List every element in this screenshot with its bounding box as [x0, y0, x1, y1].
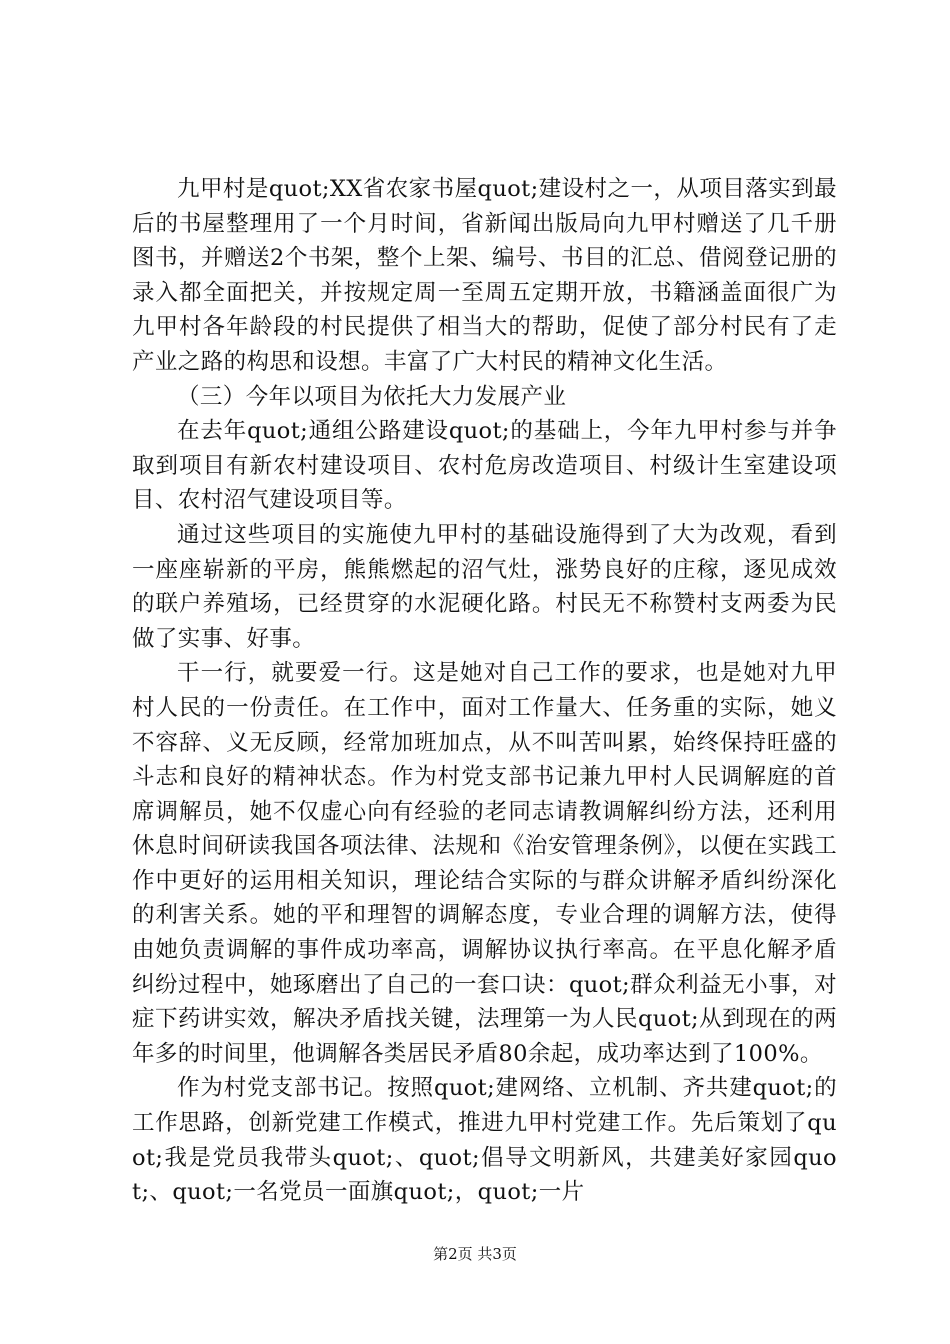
document-body	[132, 172, 837, 1210]
paragraph-party-building: 作为村党支部书记。按照quot;建网络、立机制、齐共建quot;的工作思路，创新党建工作模式，推进九甲村党建工作。先后策划了quot;我是党员我带头quot;、quot;倡导文明新风，共建美好家园quot;、quot;一名党员一面旗quot;，quot;一片	[132, 1075, 837, 1206]
paragraph-mediation: 干一行，就要爱一行。这是她对自己工作的要求，也是她对九甲村人民的一份责任。在工作中，面对工作量大、任务重的实际，她义不容辞、义无反顾，经常加班加点，从不叫苦叫累，始终保持旺盛的斗志和良好的精神状态。作为村党支部书记兼九甲村人民调解庭的首席调解员，她不仅虚心向有经验的老同志请教调解纠纷方法，还利用休息时间研读我国各项法律、法规和《治安管理条例》，以便在实践工作中更好的运用相关知识，理论结合实际的与群众讲解矛盾纠纷深化的利害关系。她的平和理智的调解态度，专业合理的调解方法，使得由她负责调解的事件成功率高，调解协议执行率高。在平息化解矛盾纠纷过程中，她琢磨出了自己的一套口诀：quot;群众利益无小事，对症下药讲实效，解决矛盾找关键，法理第一为人民quot;从到现在的两年多的时间里，他调解各类居民矛盾80余起，成功率达到了100%。	[132, 660, 837, 1067]
paragraph-infrastructure: 通过这些项目的实施使九甲村的基础设施得到了大为改观，看到一座座崭新的平房，熊熊燃起的沼气灶，涨势良好的庄稼，逐见成效的联户养殖场，已经贯穿的水泥硬化路。村民无不称赞村支两委为民做了实事、好事。	[132, 521, 837, 652]
section-heading-three: （三）今年以项目为依托大力发展产业	[177, 383, 567, 410]
page-number-footer: 第2页 共3页	[433, 1245, 517, 1263]
paragraph-projects: 在去年quot;通组公路建设quot;的基础上，今年九甲村参与并争取到项目有新农村建设项目、农村危房改造项目、村级计生室建设项目、农村沼气建设项目等。	[132, 418, 837, 514]
paragraph-farm-library: 九甲村是quot;XX省农家书屋quot;建设村之一，从项目落实到最后的书屋整理用了一个月时间，省新闻出版局向九甲村赠送了几千册图书，并赠送2个书架，整个上架、编号、书目的汇总、借阅登记册的录入都全面把关，并按规定周一至周五定期开放，书籍涵盖面很广为九甲村各年龄段的村民提供了相当大的帮助，促使了部分村民有了走产业之路的构思和设想。丰富了广大村民的精神文化生活。	[132, 176, 837, 375]
